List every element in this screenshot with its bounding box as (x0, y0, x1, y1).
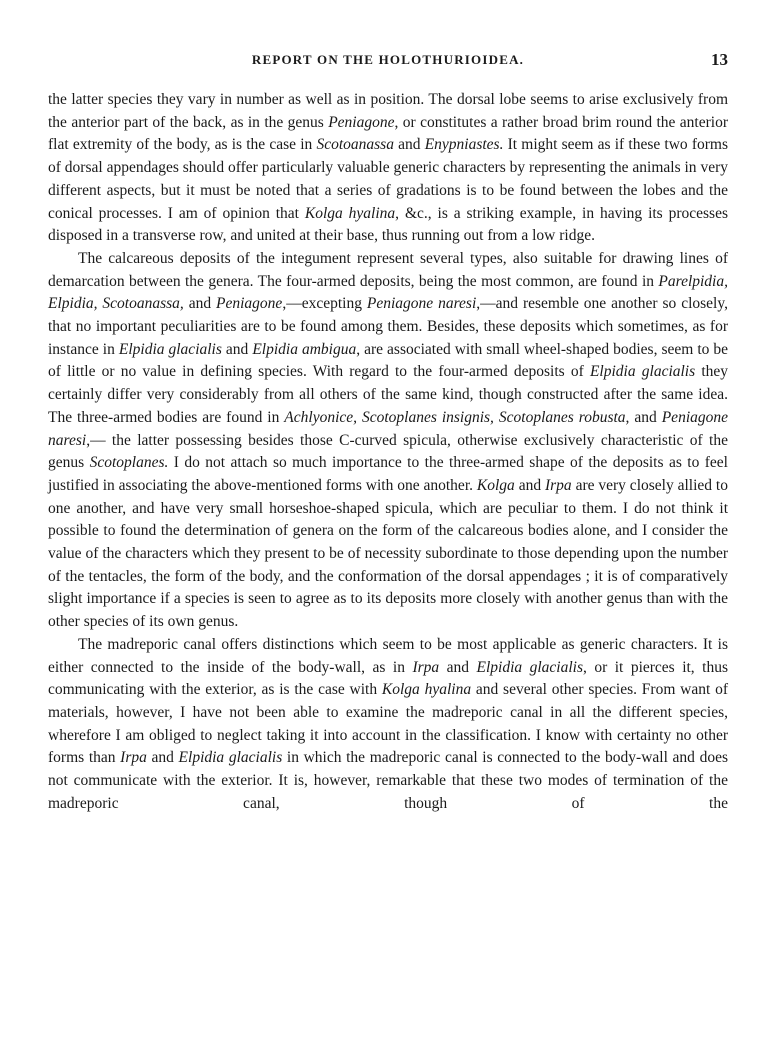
text-run: and several other species. From want of materials, however, I have not been able to examine the madreporic canal in all the different species, wherefore I am obliged to neglect taking it into account in the classification. I know with certainty no other forms than (48, 681, 728, 767)
text-run: , are associated with small wheel-shaped bodies, seem to be of little or no value in defining species. With regard to the four-armed deposits of (48, 340, 729, 381)
italic-term: Irpa (120, 749, 147, 767)
italic-term: Irpa (544, 476, 572, 494)
italic-term: Peniagone (216, 295, 283, 313)
italic-term: Kolga hyalina (304, 204, 396, 222)
text-run: ,—excepting (282, 295, 367, 313)
text-run: I do not attach so much importance to the three-armed shape of the deposits as to feel justified in associating the above-mentioned forms with one another. (48, 454, 728, 494)
text-run: , or it pierces it, thus communicating with the exterior, as is the case with (48, 658, 728, 699)
paragraph-madreporic-canal (48, 634, 728, 816)
running-header (48, 52, 728, 72)
italic-term: Kolga hyalina (381, 681, 472, 699)
text-run: and (146, 749, 179, 767)
italic-term: Elpidia glacialis (118, 340, 222, 358)
italic-term: Scotoplanes. (89, 454, 169, 472)
paragraph-dorsal-appendages (48, 89, 728, 248)
text-run: , or constitutes a rather broad brim round the anterior flat extremity of the body, as is the case in (48, 113, 728, 154)
italic-term: Elpidia glacialis (178, 749, 283, 767)
italic-term: Kolga (476, 476, 515, 494)
text-run: they certainly differ very considerably from all others of the same kind, though constructed after the same idea. The three-armed bodies are found in (48, 363, 729, 426)
italic-term: Achlyonice, Scotoplanes insignis, Scotoplanes robusta, (284, 408, 630, 426)
text-run: and (629, 408, 662, 426)
page-number: 13 (711, 50, 728, 69)
italic-term: Elpidia glacialis (476, 658, 583, 676)
italic-term: Peniagone naresi (366, 295, 477, 313)
italic-term: Peniagone (328, 113, 395, 131)
text-run: are very closely allied to one another, and have very small horseshoe-shaped spicula, which are peculiar to them. I do not think it possible to found the determination of genera on the form of the calcareous bodies alone, and I consider the value of the characters which they present to be of necessity subordinate to those depending upon the number of the tentacles, the form of the body, and the conformation of the dorsal appendages ; it is of comparatively slight importance if a species is seen to agree as to its deposits more closely with another genus than with the other species of its own genus. (48, 476, 728, 631)
italic-term: Elpidia glacialis (589, 363, 696, 381)
text-run: and (393, 136, 425, 154)
text-run: and (221, 340, 253, 358)
text-run: The madreporic canal offers distinctions which seem to be most applicable as generic characters. It is either connected to the inside of the body-wall, as in (48, 635, 728, 676)
text-run: and (439, 658, 477, 676)
italic-term: Parelpidia, Elpidia, Scotoanassa, (48, 272, 728, 313)
text-run: ,—and resemble one another so closely, that no important peculiarities are to be found among them. Besides, these deposits which sometimes, as for instance in (48, 295, 728, 358)
text-run: and (183, 295, 217, 313)
italic-term: Scotoanassa (316, 136, 394, 154)
text-run: It might seem as if these two forms of dorsal appendages should offer particularly valuable generic characters by representing the animals in very different aspects, but it must be noted that a series of gradations is to be found between the lobes and the conical processes. I am of opinion that (48, 136, 728, 222)
body-text (48, 89, 728, 816)
text-run: The calcareous deposits of the integument represent several types, also suitable for drawing lines of demarcation between the genera. The four-armed deposits, being the most common, are found in (48, 249, 728, 290)
italic-term: Peniagone naresi (48, 408, 729, 449)
italic-term: Enypniastes. (424, 136, 504, 154)
text-run: the latter species they vary in number as well as in position. The dorsal lobe seems to arise exclusively from the anterior part of the back, as in the genus (48, 91, 728, 131)
italic-term: Irpa (412, 658, 440, 676)
running-title: REPORT ON THE HOLOTHURIOIDEA. (251, 52, 525, 67)
text-run: , &c., is a striking example, in having its processes disposed in a transverse row, and united at their base, thus running out from a low ridge. (48, 204, 728, 245)
text-run: in which the madreporic canal is connected to the body-wall and does not communicate with the exterior. It is, however, remarkable that these two modes of termination of the madreporic canal, though of the (48, 749, 728, 812)
text-run: ,— the latter possessing besides those C-curved spicula, otherwise exclusively characteristic of the genus (48, 431, 728, 472)
paragraph-calcareous-deposits (48, 248, 728, 634)
text-run: and (514, 476, 545, 494)
italic-term: Elpidia ambigua (252, 340, 357, 358)
